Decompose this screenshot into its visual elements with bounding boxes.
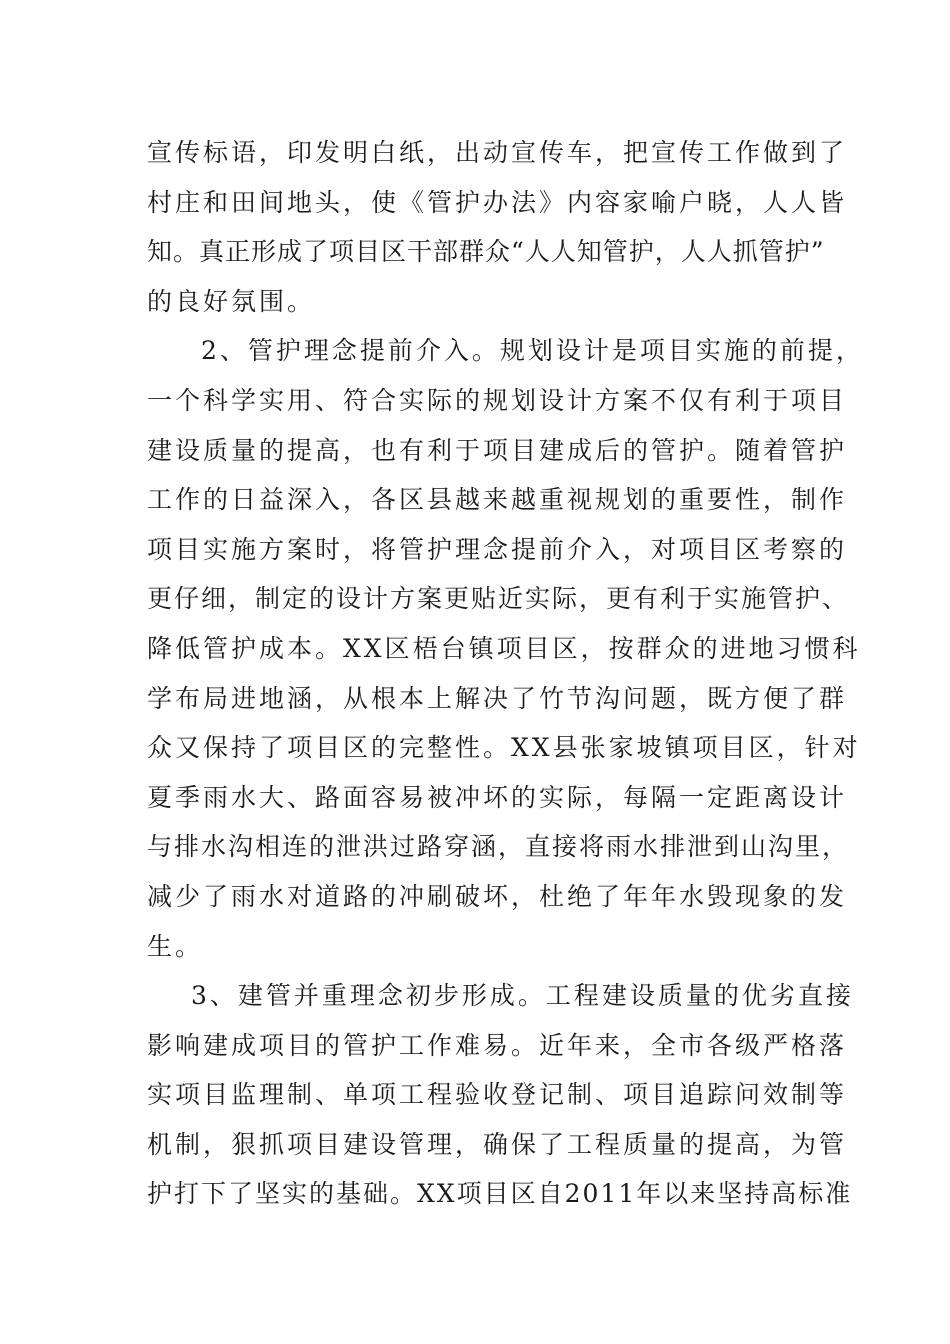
text-line: 影响建成项目的管护工作难易。近年来，全市各级严格落: [147, 1030, 848, 1060]
text-line: 项目实施方案时，将管护理念提前介入，对项目区考察的: [147, 534, 848, 564]
text-line: 建设质量的提高，也有利于项目建成后的管护。随着管护: [147, 435, 848, 465]
text-line: 更仔细，制定的设计方案更贴近实际，更有利于实施管护、: [147, 584, 850, 614]
document-body: [147, 128, 864, 1219]
text-line: 实项目监理制、单项工程验收登记制、项目追踪问效制等: [147, 1080, 848, 1110]
paragraph-heading-line: 2、管护理念提前介入。规划设计是项目实施的前提，: [201, 336, 864, 366]
text-line: 护打下了坚实的基础。XX项目区自2011年以来坚持高标准: [147, 1179, 853, 1209]
text-line: 工作的日益深入，各区县越来越重视规划的重要性，制作: [147, 485, 848, 515]
text-line: 的良好氛围。: [147, 286, 316, 316]
paragraph-heading-line: 3、建管并重理念初步形成。工程建设质量的优劣直接: [191, 981, 854, 1011]
text-line: 知。真正形成了项目区干部群众“人人知管护，人人抓管护”: [147, 237, 825, 267]
text-line: 学布局进地涵，从根本上解决了竹节沟问题，既方便了群: [147, 683, 848, 713]
text-line: 机制，狠抓项目建设管理，确保了工程质量的提高，为管: [147, 1129, 848, 1159]
text-line: 夏季雨水大、路面容易被冲坏的实际，每隔一定距离设计: [147, 782, 848, 812]
text-line: 与排水沟相连的泄洪过路穿涵，直接将雨水排泄到山沟里，: [147, 832, 850, 862]
text-line: 减少了雨水对道路的冲刷破坏，杜绝了年年水毁现象的发: [147, 881, 848, 911]
text-line: 降低管护成本。XX区梧台镇项目区，按群众的进地习惯科: [147, 633, 861, 663]
text-line: 众又保持了项目区的完整性。XX县张家坡镇项目区，针对: [147, 733, 861, 763]
text-line: 村庄和田间地头，使《管护办法》内容家喻户晓，人人皆: [147, 187, 848, 217]
text-line: 生。: [147, 931, 204, 961]
text-line: 宣传标语，印发明白纸，出动宣传车，把宣传工作做到了: [147, 138, 848, 167]
text-line: 一个科学实用、符合实际的规划设计方案不仅有利于项目: [147, 385, 848, 415]
